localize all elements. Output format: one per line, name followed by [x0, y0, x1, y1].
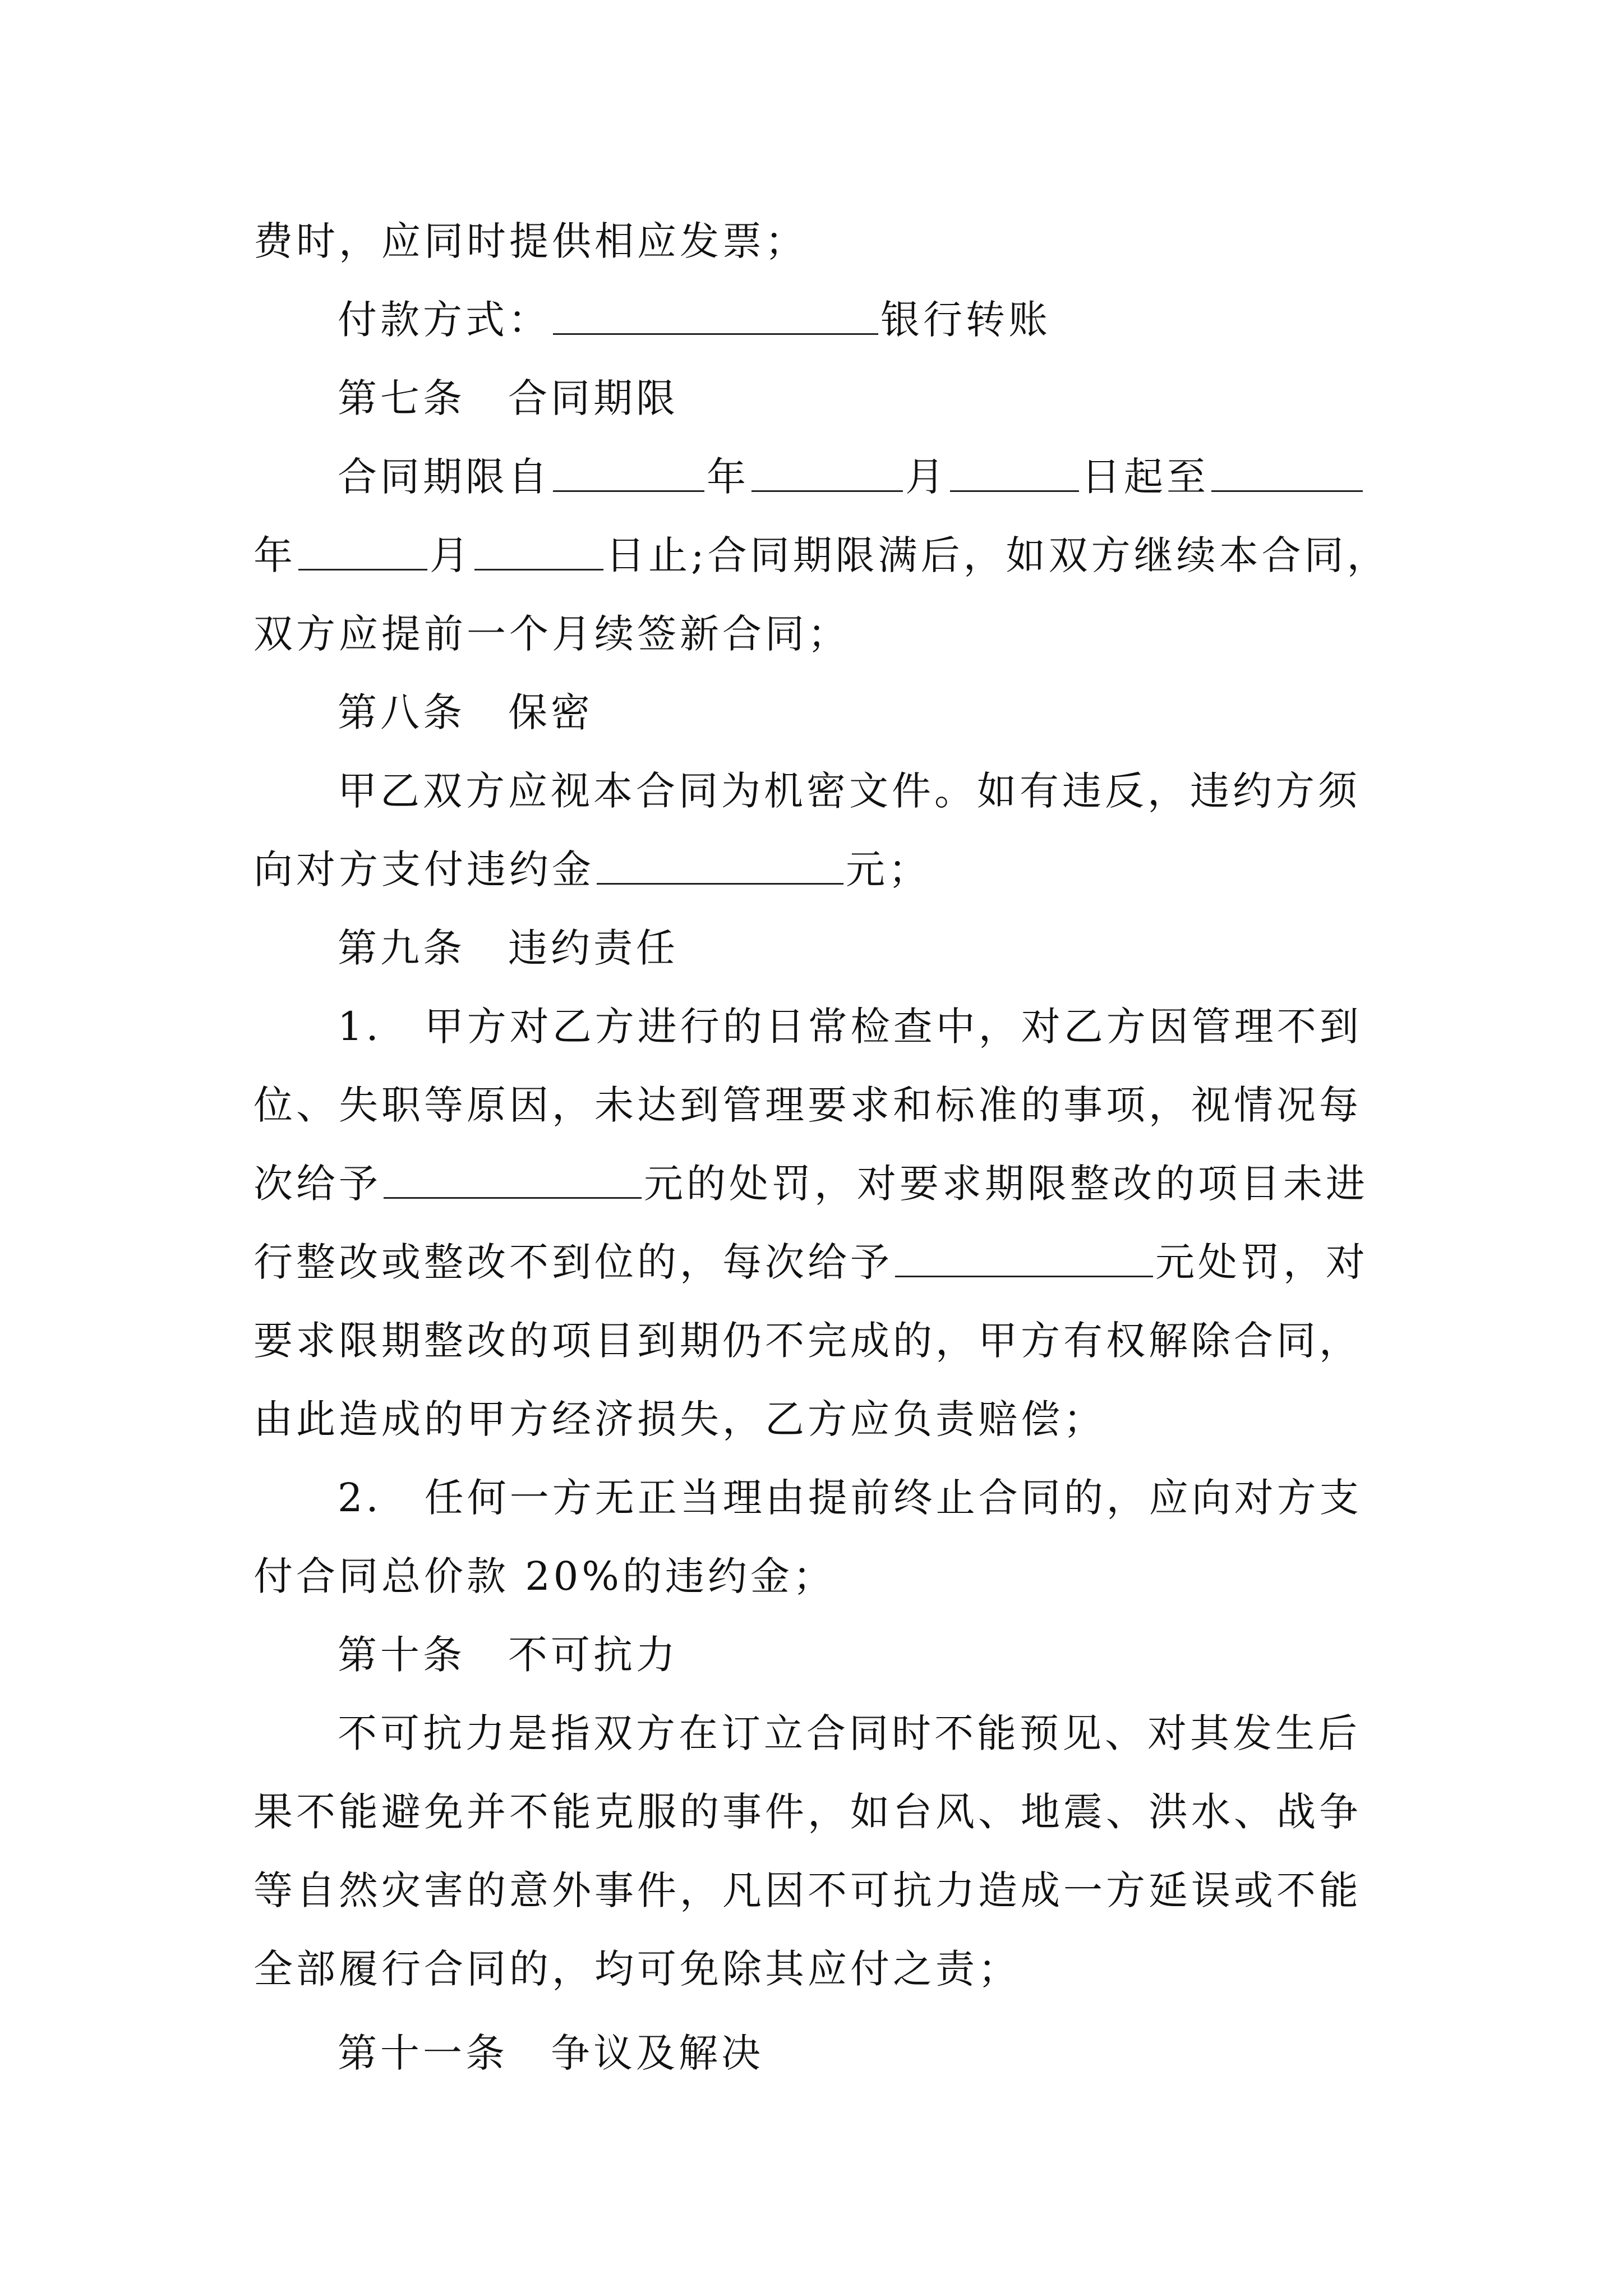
text-line: [253, 1543, 1403, 1610]
payment-method-line: [338, 286, 1403, 353]
text-line: [338, 1464, 1403, 1531]
text-line: [253, 1386, 1403, 1453]
heading-text: 第九条 违约责任: [338, 925, 679, 971]
text-line: [338, 757, 1403, 825]
text-line: [253, 1307, 1403, 1374]
line-text: 次给予: [253, 1161, 381, 1207]
month-label: 月: [905, 454, 948, 500]
contract-term-line-2: [253, 522, 1403, 589]
line-text: 元处罚，对: [1155, 1239, 1368, 1285]
line-text: 日止;合同期限满后，如双方继续本合同，: [606, 532, 1390, 578]
fine-line-2: [253, 1228, 1403, 1296]
payment-blank-field[interactable]: [553, 286, 878, 335]
line-text: 由此造成的甲方经济损失，乙方应负责赔偿；: [253, 1396, 1106, 1442]
text-line: [253, 1778, 1403, 1846]
article-9-heading: [338, 914, 1403, 982]
year-label: 年: [253, 532, 296, 578]
start-year-blank[interactable]: [553, 443, 704, 492]
heading-text: 第十一条 争议及解决: [338, 2030, 764, 2076]
line-text: 等自然灾害的意外事件，凡因不可抗力造成一方延误或不能: [253, 1867, 1362, 1913]
line-text: 费时，应同时提供相应发票；: [253, 218, 808, 264]
payment-label: 付款方式：: [338, 297, 551, 343]
line-text: 行整改或整改不到位的，每次给予: [253, 1239, 893, 1285]
penalty-amount-blank[interactable]: [597, 836, 843, 885]
contract-term-line: [338, 443, 1403, 510]
line-text: 元的处罚，对要求期限整改的项目未进: [644, 1161, 1368, 1207]
text-line: [253, 1857, 1403, 1924]
article-10-heading: [338, 1621, 1403, 1688]
line-text: 果不能避免并不能克服的事件，如台风、地震、洪水、战争: [253, 1789, 1362, 1835]
line-text: 1. 甲方对乙方进行的日常检查中，对乙方因管理不到: [338, 1004, 1362, 1050]
line-text: 合同期限自: [338, 454, 551, 500]
text-line: [338, 1700, 1403, 1767]
end-month-blank[interactable]: [298, 522, 427, 570]
line-text: 甲乙双方应视本合同为机密文件。如有违反，违约方须: [338, 768, 1361, 814]
heading-text: 第八条 保密: [338, 689, 593, 735]
line-text: 2. 任何一方无正当理由提前终止合同的，应向对方支: [338, 1475, 1362, 1521]
line-text: 全部履行合同的，均可免除其应付之责；: [253, 1946, 1021, 1992]
heading-text: 第十条 不可抗力: [338, 1632, 679, 1678]
text-line: [253, 208, 1403, 275]
article-8-heading: [338, 679, 1403, 746]
line-text: 付合同总价款 20%的违约金；: [253, 1553, 836, 1599]
penalty-line: [253, 836, 1403, 903]
line-text: 要求限期整改的项目到期仍不完成的，甲方有权解除合同，: [253, 1318, 1362, 1364]
month-label: 月: [430, 532, 472, 578]
line-text: 位、失职等原因，未达到管理要求和标准的事项，视情况每: [253, 1082, 1362, 1128]
fine-amount-blank[interactable]: [384, 1150, 642, 1199]
line-text: 向对方支付违约金: [253, 846, 594, 892]
start-day-blank[interactable]: [950, 443, 1079, 492]
fine-line-1: [253, 1150, 1403, 1217]
line-text: 不可抗力是指双方在订立合同时不能预见、对其发生后: [338, 1710, 1361, 1756]
end-day-blank[interactable]: [474, 522, 603, 570]
heading-text: 第七条 合同期限: [338, 375, 679, 421]
end-year-blank[interactable]: [1211, 443, 1363, 492]
text-line: [253, 600, 1403, 668]
fine-amount-blank-2[interactable]: [895, 1228, 1153, 1277]
year-label: 年: [707, 454, 749, 500]
start-month-blank[interactable]: [751, 443, 903, 492]
article-11-heading: [338, 2019, 1403, 2087]
line-text: 元；: [846, 846, 931, 892]
text-line: [338, 993, 1403, 1060]
article-7-heading: [338, 365, 1403, 432]
line-text: 双方应提前一个月续签新合同；: [253, 611, 850, 657]
payment-value: 银行转账: [880, 297, 1051, 343]
text-line: [253, 1935, 1403, 2003]
text-line: [253, 1071, 1403, 1139]
day-label: 日起至: [1081, 454, 1209, 500]
